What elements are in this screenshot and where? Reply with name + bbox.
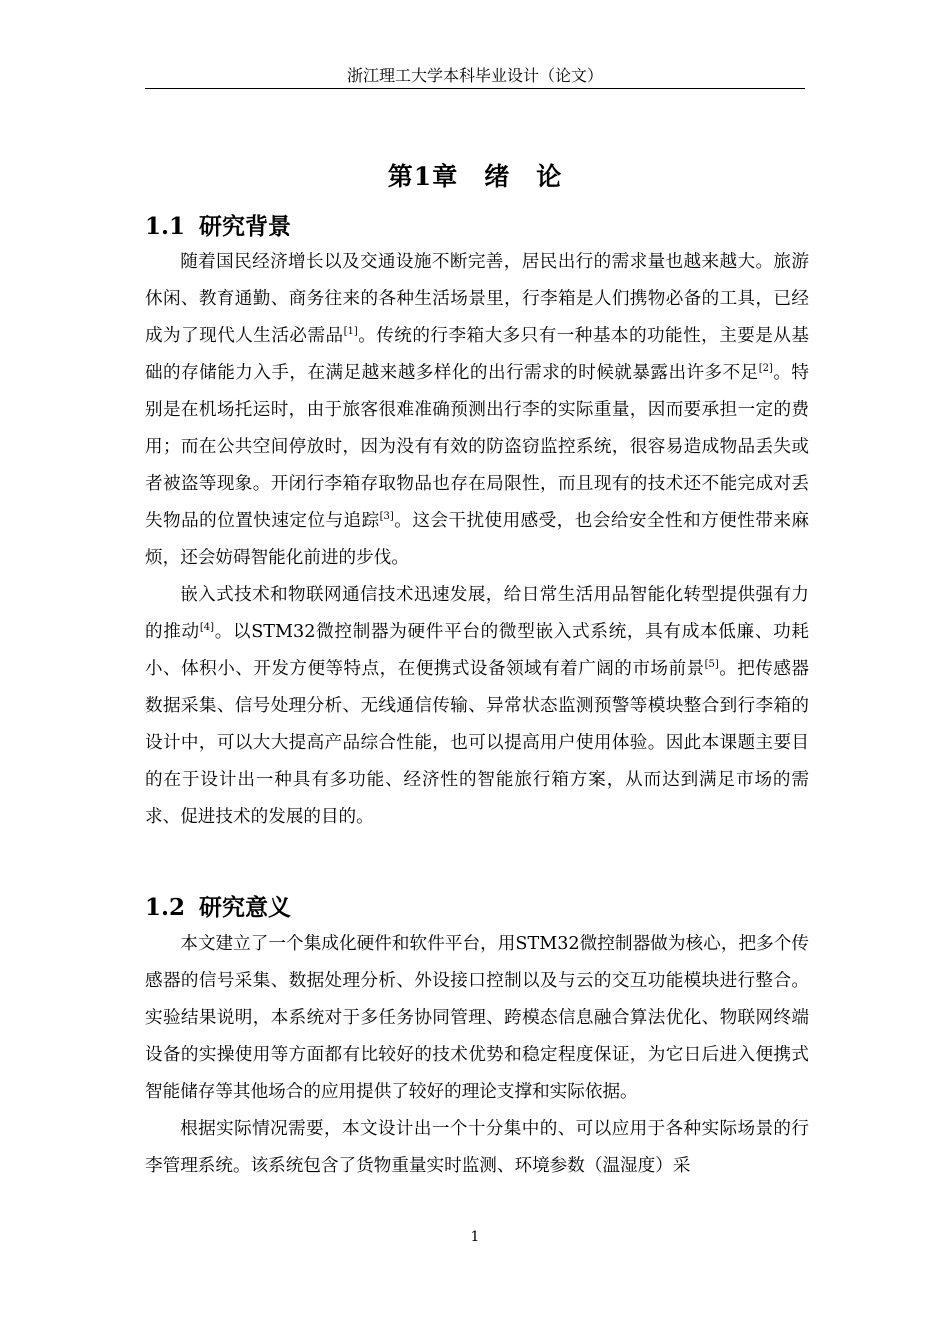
section-number: 1.2 [145,894,186,921]
running-header: 浙江理工大学本科毕业设计（论文） [346,66,603,85]
paragraph: 根据实际情况需要，本文设计出一个十分集中的、可以应用于各种实际场景的行李管理系统。该系统包含了货物重量实时监测、环境参数（温湿度）采 [145,1119,809,1176]
section-heading-1-2 [145,893,805,923]
section-title: 研究意义 [199,894,292,921]
citation-marker: [1] [343,326,358,338]
paragraph: 本文建立了一个集成化硬件和软件平台，用STM32微控制器做为核心，把多个传感器的信号采集、数据处理分析、外设接口控制以及与云的交互功能模块进行整合。实验结果说明，本系统对于多任务协同管理、跨模态信息融合算法优化、物联网终端设备的实操使用等方面都有比较好的技术优势和稳定程度保证，为它日后进入便携式智能储存等其他场合的应用提供了较好的理论支撑和实际依据。 [145,934,809,1102]
chapter-title: 第1章 绪 论 [387,162,563,191]
paragraph: 随着国民经济增长以及交通设施不断完善，居民出行的需求量也越来越大。旅游休闲、教育通勤、商务往来的各种生活场景里，行李箱是人们携物必备的工具，已经成为了现代人生活必需品[1]。传统的行李箱大多只有一种基本的功能性，主要是从基础的存储能力入手，在满足越来越多样化的出行需求的时候就暴露出许多不足[2]。特别是在机场托运时，由于旅客很难准确预测出行李的实际重量，因而要承担一定的费用；而在公共空间停放时，因为没有有效的防盗窃监控系统，很容易造成物品丢失或者被盗等现象。开闭行李箱存取物品也存在局限性，而且现有的技术还不能完成对丢失物品的位置快速定位与追踪[3]。这会干扰使用感受，也会给安全性和方便性带来麻烦，还会妨碍智能化前进的步伐。 [145,252,809,568]
section-title: 研究背景 [199,213,292,240]
page-number: 1 [470,1229,480,1245]
citation-marker: [3] [379,511,394,523]
section-heading-1-1 [145,212,805,242]
header-rule [145,88,805,89]
section-body-1-2 [145,926,809,1185]
section-body-1-1 [145,244,809,836]
paragraph: 嵌入式技术和物联网通信技术迅速发展，给日常生活用品智能化转型提供强有力的推动[4]。以STM32微控制器为硬件平台的微型嵌入式系统，具有成本低廉、功耗小、体积小、开发方便等特点，在便携式设备领域有着广阔的市场前景[5]。把传感器数据采集、信号处理分析、无线通信传输、异常状态监测预警等模块整合到行李箱的设计中，可以大大提高产品综合性能，也可以提高用户使用体验。因此本课题主要目的在于设计出一种具有多功能、经济性的智能旅行箱方案，从而达到满足市场的需求、促进技术的发展的目的。 [145,585,809,827]
section-number: 1.1 [145,213,186,240]
citation-marker: [5] [704,659,719,671]
citation-marker: [2] [758,363,773,375]
citation-marker: [4] [199,622,215,634]
